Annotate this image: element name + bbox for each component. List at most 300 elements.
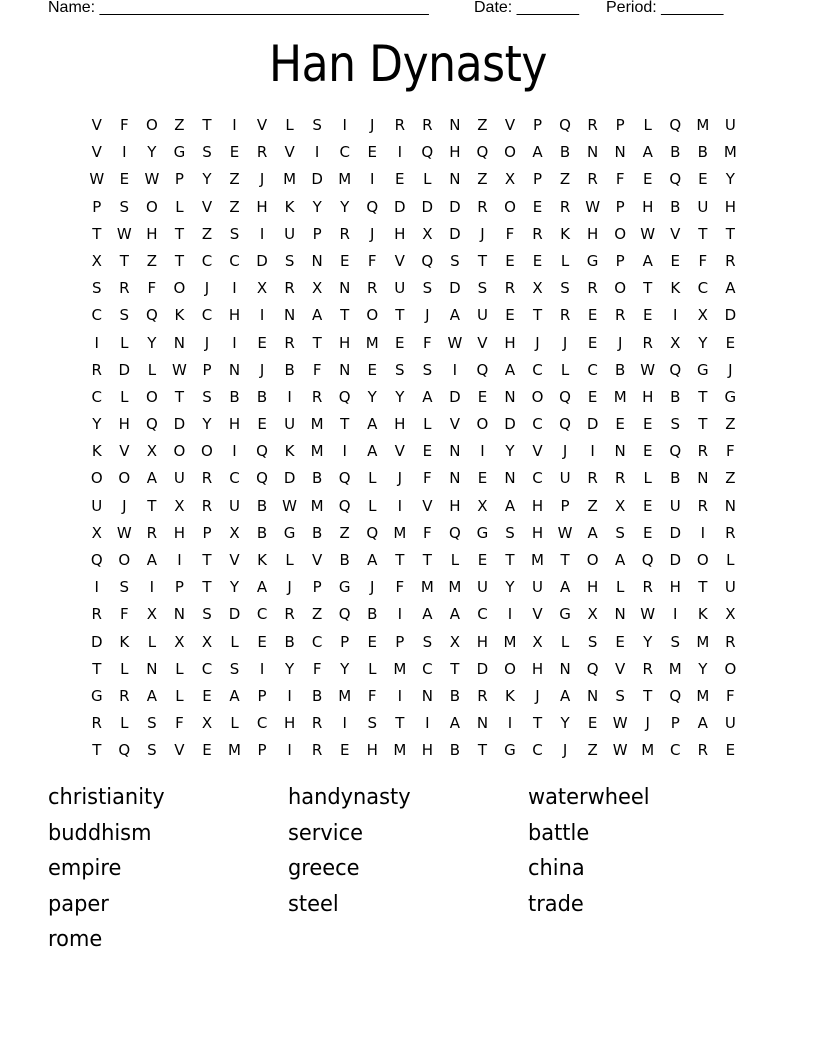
grid-cell[interactable]: T (202, 551, 212, 569)
grid-cell[interactable]: L (120, 333, 129, 352)
grid-cell[interactable]: Q (421, 251, 434, 270)
grid-cell[interactable]: E (505, 306, 515, 325)
grid-cell[interactable]: H (449, 496, 461, 515)
grid-cell[interactable]: M (420, 578, 434, 597)
grid-cell[interactable]: X (91, 523, 102, 542)
grid-cell[interactable]: R (532, 224, 543, 243)
grid-cell[interactable]: P (560, 496, 570, 515)
grid-cell[interactable]: V (422, 496, 433, 515)
grid-cell[interactable]: M (503, 632, 517, 651)
grid-cell[interactable]: N (587, 686, 599, 705)
grid-cell[interactable]: R (697, 496, 709, 515)
grid-cell[interactable]: X (504, 170, 516, 189)
grid-cell[interactable]: T (395, 551, 405, 569)
grid-cell[interactable]: F (120, 605, 129, 624)
grid-cell[interactable]: F (367, 251, 377, 270)
grid-cell[interactable]: B (697, 143, 708, 162)
grid-cell[interactable]: M (338, 170, 352, 189)
grid-cell[interactable]: A (559, 578, 571, 597)
grid-cell[interactable]: N (173, 333, 186, 352)
grid-cell[interactable]: W (116, 224, 132, 243)
grid-cell[interactable]: H (669, 578, 681, 597)
grid-cell[interactable]: M (310, 442, 324, 461)
grid-cell[interactable]: C (339, 143, 350, 162)
grid-cell[interactable]: K (284, 442, 295, 461)
grid-cell[interactable]: U (284, 224, 296, 243)
grid-cell[interactable]: N (421, 686, 433, 705)
grid-cell[interactable]: T (698, 387, 708, 406)
grid-cell[interactable]: O (614, 279, 627, 298)
grid-cell[interactable]: M (310, 496, 324, 515)
grid-cell[interactable]: P (312, 578, 322, 597)
grid-cell[interactable]: I (94, 578, 99, 597)
grid-cell[interactable]: E (422, 442, 433, 461)
grid-cell[interactable]: S (312, 116, 322, 134)
grid-cell[interactable]: T (698, 224, 708, 243)
grid-cell[interactable]: R (311, 741, 323, 760)
grid-cell[interactable]: L (175, 197, 184, 216)
grid-cell[interactable]: H (449, 143, 461, 162)
grid-cell[interactable]: B (256, 523, 268, 542)
grid-cell[interactable]: K (257, 551, 267, 569)
grid-cell[interactable]: F (615, 170, 625, 189)
grid-cell[interactable]: B (670, 387, 681, 406)
grid-cell[interactable]: V (615, 659, 626, 678)
date-field[interactable]: Date: _______ (474, 0, 579, 16)
grid-cell[interactable]: A (642, 143, 653, 162)
grid-cell[interactable]: H (228, 415, 241, 434)
grid-cell[interactable]: I (287, 686, 292, 705)
grid-cell[interactable]: G (283, 523, 296, 542)
grid-cell[interactable]: T (532, 714, 543, 733)
grid-cell[interactable]: C (91, 306, 103, 325)
grid-cell[interactable]: Y (312, 197, 322, 216)
grid-cell[interactable]: H (283, 714, 296, 733)
grid-cell[interactable]: V (256, 116, 268, 134)
grid-cell[interactable]: U (284, 415, 296, 434)
grid-cell[interactable]: P (533, 116, 543, 134)
grid-cell[interactable]: Q (641, 551, 654, 569)
grid-cell[interactable]: Q (559, 116, 571, 134)
grid-cell[interactable]: W (612, 741, 628, 760)
grid-cell[interactable]: I (259, 659, 265, 678)
grid-cell[interactable]: V (91, 143, 102, 162)
grid-cell[interactable]: Y (147, 143, 157, 162)
grid-cell[interactable]: F (367, 686, 377, 705)
grid-cell[interactable]: P (395, 632, 405, 651)
grid-cell[interactable]: R (587, 469, 598, 488)
grid-cell[interactable]: S (202, 143, 212, 162)
grid-cell[interactable]: A (422, 387, 433, 406)
grid-cell[interactable]: Y (285, 659, 295, 678)
grid-cell[interactable]: B (284, 360, 295, 379)
grid-cell[interactable]: S (119, 306, 130, 325)
grid-cell[interactable]: B (670, 143, 681, 162)
grid-cell[interactable]: D (724, 306, 737, 325)
grid-cell[interactable]: J (397, 469, 402, 488)
grid-cell[interactable]: O (724, 659, 737, 678)
grid-cell[interactable]: C (91, 387, 103, 406)
grid-cell[interactable]: B (284, 632, 295, 651)
grid-cell[interactable]: S (505, 523, 515, 542)
grid-cell[interactable]: N (173, 605, 186, 624)
grid-cell[interactable]: L (147, 360, 157, 379)
grid-cell[interactable]: A (449, 306, 461, 325)
grid-cell[interactable]: C (697, 279, 709, 298)
grid-cell[interactable]: D (669, 523, 682, 542)
grid-cell[interactable]: B (670, 469, 681, 488)
grid-cell[interactable]: G (476, 523, 489, 542)
grid-cell[interactable]: B (312, 523, 323, 542)
grid-cell[interactable]: W (640, 224, 656, 243)
grid-cell[interactable]: U (724, 116, 736, 134)
grid-cell[interactable]: T (92, 224, 102, 243)
grid-cell[interactable]: S (422, 360, 433, 379)
grid-cell[interactable]: T (202, 116, 212, 134)
grid-cell[interactable]: F (726, 442, 735, 461)
grid-cell[interactable]: P (615, 197, 625, 216)
grid-cell[interactable]: S (147, 714, 157, 733)
grid-cell[interactable]: F (423, 523, 432, 542)
grid-cell[interactable]: Q (145, 306, 158, 325)
grid-cell[interactable]: L (450, 551, 460, 569)
grid-cell[interactable]: B (312, 686, 323, 705)
grid-cell[interactable]: H (173, 523, 186, 542)
grid-cell[interactable]: W (282, 496, 298, 515)
grid-cell[interactable]: A (532, 143, 543, 162)
grid-cell[interactable]: D (449, 387, 461, 406)
grid-cell[interactable]: G (173, 143, 186, 162)
grid-cell[interactable]: T (340, 306, 350, 325)
grid-cell[interactable]: C (422, 659, 433, 678)
grid-cell[interactable]: H (476, 632, 489, 651)
grid-cell[interactable]: R (91, 360, 102, 379)
grid-cell[interactable]: U (476, 578, 488, 597)
grid-cell[interactable]: S (147, 741, 157, 760)
grid-cell[interactable]: R (697, 741, 709, 760)
grid-cell[interactable]: S (615, 686, 625, 705)
grid-cell[interactable]: R (559, 197, 571, 216)
grid-cell[interactable]: F (395, 578, 405, 597)
grid-cell[interactable]: J (425, 306, 430, 325)
grid-cell[interactable]: L (423, 415, 432, 434)
grid-cell[interactable]: E (477, 469, 488, 488)
grid-cell[interactable]: Q (669, 360, 682, 379)
grid-cell[interactable]: R (614, 469, 626, 488)
grid-cell[interactable]: P (257, 741, 267, 760)
grid-cell[interactable]: F (423, 333, 432, 352)
grid-cell[interactable]: K (697, 605, 708, 624)
grid-cell[interactable]: L (285, 551, 294, 569)
grid-cell[interactable]: E (257, 415, 267, 434)
grid-cell[interactable]: Z (339, 523, 350, 542)
grid-cell[interactable]: L (175, 686, 184, 705)
grid-cell[interactable]: Z (587, 741, 598, 760)
grid-cell[interactable]: D (449, 279, 461, 298)
grid-cell[interactable]: I (507, 714, 513, 733)
grid-cell[interactable]: R (642, 578, 653, 597)
grid-cell[interactable]: M (310, 415, 324, 434)
grid-cell[interactable]: C (532, 741, 543, 760)
grid-cell[interactable]: Z (201, 224, 213, 243)
grid-cell[interactable]: Q (559, 415, 571, 434)
grid-cell[interactable]: Z (559, 170, 571, 189)
grid-cell[interactable]: F (175, 714, 184, 733)
grid-cell[interactable]: A (256, 578, 268, 597)
grid-cell[interactable]: T (532, 306, 543, 325)
grid-cell[interactable]: S (229, 659, 240, 678)
grid-cell[interactable]: D (586, 415, 599, 434)
grid-cell[interactable]: R (311, 714, 323, 733)
grid-cell[interactable]: D (118, 360, 131, 379)
grid-cell[interactable]: I (507, 605, 513, 624)
grid-cell[interactable]: A (504, 496, 516, 515)
grid-cell[interactable]: C (587, 360, 598, 379)
grid-cell[interactable]: T (560, 551, 570, 569)
grid-cell[interactable]: T (395, 714, 405, 733)
grid-cell[interactable]: E (587, 306, 598, 325)
grid-cell[interactable]: E (367, 632, 377, 651)
name-field[interactable]: Name: _____________________________________ (48, 0, 429, 16)
grid-cell[interactable]: R (311, 387, 323, 406)
grid-cell[interactable]: S (92, 279, 102, 298)
grid-cell[interactable]: N (449, 442, 461, 461)
grid-cell[interactable]: N (476, 714, 489, 733)
grid-cell[interactable]: C (201, 251, 213, 270)
grid-cell[interactable]: L (368, 469, 377, 488)
grid-cell[interactable]: E (477, 551, 488, 569)
grid-cell[interactable]: Q (586, 659, 599, 678)
grid-cell[interactable]: P (533, 170, 543, 189)
grid-cell[interactable]: E (670, 251, 680, 270)
grid-cell[interactable]: W (640, 360, 656, 379)
grid-cell[interactable]: X (312, 279, 323, 298)
grid-cell[interactable]: A (146, 469, 157, 488)
grid-cell[interactable]: L (560, 360, 570, 379)
grid-cell[interactable]: E (642, 496, 653, 515)
grid-cell[interactable]: P (202, 523, 212, 542)
grid-cell[interactable]: E (698, 170, 708, 189)
grid-cell[interactable]: N (339, 360, 351, 379)
grid-cell[interactable]: X (449, 632, 461, 651)
grid-cell[interactable]: H (394, 224, 406, 243)
grid-cell[interactable]: L (120, 714, 129, 733)
grid-cell[interactable]: L (147, 632, 157, 651)
grid-cell[interactable]: U (724, 714, 736, 733)
grid-cell[interactable]: E (257, 632, 267, 651)
grid-cell[interactable]: Y (505, 442, 515, 461)
grid-cell[interactable]: Q (669, 170, 682, 189)
grid-cell[interactable]: K (505, 686, 515, 705)
grid-cell[interactable]: J (617, 333, 623, 352)
grid-cell[interactable]: N (697, 469, 709, 488)
grid-cell[interactable]: T (450, 659, 460, 678)
grid-cell[interactable]: S (395, 360, 405, 379)
grid-cell[interactable]: R (201, 469, 213, 488)
grid-cell[interactable]: J (370, 578, 375, 597)
grid-cell[interactable]: W (116, 523, 132, 542)
grid-cell[interactable]: H (366, 741, 378, 760)
grid-cell[interactable]: I (232, 116, 237, 134)
grid-cell[interactable]: Q (421, 143, 434, 162)
grid-cell[interactable]: X (670, 333, 681, 352)
grid-cell[interactable]: C (229, 251, 240, 270)
grid-cell[interactable]: C (311, 632, 323, 651)
grid-cell[interactable]: L (120, 659, 129, 678)
grid-cell[interactable]: O (145, 387, 158, 406)
grid-cell[interactable]: U (394, 279, 406, 298)
grid-cell[interactable]: M (365, 333, 379, 352)
grid-cell[interactable]: E (642, 442, 653, 461)
grid-cell[interactable]: A (504, 360, 516, 379)
period-field[interactable]: Period: _______ (606, 0, 724, 16)
grid-cell[interactable]: X (587, 605, 598, 624)
grid-cell[interactable]: E (587, 333, 598, 352)
grid-cell[interactable]: F (120, 116, 129, 134)
grid-cell[interactable]: R (559, 306, 571, 325)
grid-cell[interactable]: K (91, 442, 102, 461)
grid-cell[interactable]: E (587, 387, 598, 406)
grid-cell[interactable]: R (284, 605, 295, 624)
grid-cell[interactable]: U (532, 578, 544, 597)
grid-cell[interactable]: L (285, 116, 294, 134)
grid-cell[interactable]: Z (725, 415, 736, 434)
grid-cell[interactable]: R (284, 279, 295, 298)
grid-cell[interactable]: I (342, 714, 347, 733)
grid-cell[interactable]: N (146, 659, 158, 678)
grid-cell[interactable]: K (284, 197, 295, 216)
grid-cell[interactable]: V (229, 551, 240, 569)
grid-cell[interactable]: E (532, 251, 543, 270)
grid-cell[interactable]: E (477, 387, 488, 406)
grid-cell[interactable]: E (119, 170, 130, 189)
grid-cell[interactable]: N (724, 496, 736, 515)
grid-cell[interactable]: J (122, 496, 127, 515)
grid-cell[interactable]: V (394, 442, 405, 461)
grid-cell[interactable]: O (118, 469, 131, 488)
grid-cell[interactable]: L (230, 632, 239, 651)
grid-cell[interactable]: R (284, 333, 295, 352)
grid-cell[interactable]: N (449, 469, 461, 488)
grid-cell[interactable]: T (698, 578, 708, 597)
grid-cell[interactable]: Y (92, 415, 102, 434)
grid-cell[interactable]: A (422, 605, 433, 624)
grid-cell[interactable]: N (614, 605, 626, 624)
grid-cell[interactable]: Q (669, 686, 682, 705)
grid-cell[interactable]: R (91, 605, 102, 624)
grid-cell[interactable]: Z (229, 197, 240, 216)
grid-cell[interactable]: D (476, 659, 489, 678)
grid-cell[interactable]: U (724, 578, 736, 597)
grid-cell[interactable]: B (615, 360, 626, 379)
grid-cell[interactable]: D (311, 170, 323, 189)
grid-cell[interactable]: V (312, 551, 323, 569)
grid-cell[interactable]: P (615, 251, 625, 270)
grid-cell[interactable]: I (397, 143, 402, 162)
grid-cell[interactable]: P (174, 578, 184, 597)
grid-cell[interactable]: E (395, 333, 405, 352)
grid-cell[interactable]: J (259, 360, 265, 379)
grid-cell[interactable]: M (228, 741, 241, 760)
grid-cell[interactable]: C (229, 469, 240, 488)
grid-cell[interactable]: X (532, 279, 543, 298)
grid-cell[interactable]: E (587, 714, 598, 733)
grid-cell[interactable]: M (393, 659, 407, 678)
grid-cell[interactable]: R (642, 333, 653, 352)
grid-cell[interactable]: R (201, 496, 213, 515)
grid-cell[interactable]: I (673, 605, 678, 624)
grid-cell[interactable]: Y (643, 632, 653, 651)
grid-cell[interactable]: V (174, 741, 185, 760)
grid-cell[interactable]: P (312, 224, 322, 243)
grid-cell[interactable]: L (120, 387, 129, 406)
grid-cell[interactable]: I (232, 333, 237, 352)
grid-cell[interactable]: Q (338, 605, 351, 624)
grid-cell[interactable]: Y (698, 333, 708, 352)
grid-cell[interactable]: A (697, 714, 708, 733)
grid-cell[interactable]: I (425, 714, 430, 733)
grid-cell[interactable]: T (395, 306, 405, 325)
grid-cell[interactable]: M (696, 686, 710, 705)
grid-cell[interactable]: P (670, 714, 680, 733)
grid-cell[interactable]: D (449, 224, 461, 243)
grid-cell[interactable]: Q (90, 551, 103, 569)
grid-cell[interactable]: R (614, 306, 626, 325)
grid-cell[interactable]: I (397, 496, 402, 515)
grid-cell[interactable]: W (89, 170, 105, 189)
grid-cell[interactable]: I (122, 143, 127, 162)
grid-cell[interactable]: X (256, 279, 268, 298)
grid-cell[interactable]: S (119, 197, 130, 216)
grid-cell[interactable]: M (283, 170, 297, 189)
grid-cell[interactable]: S (450, 251, 460, 270)
grid-cell[interactable]: L (615, 578, 625, 597)
grid-cell[interactable]: L (643, 469, 652, 488)
grid-cell[interactable]: I (590, 442, 595, 461)
grid-cell[interactable]: S (587, 632, 598, 651)
grid-cell[interactable]: A (146, 686, 157, 705)
grid-cell[interactable]: R (725, 632, 736, 651)
grid-cell[interactable]: D (283, 469, 296, 488)
grid-cell[interactable]: Z (312, 605, 323, 624)
grid-cell[interactable]: T (505, 551, 515, 569)
grid-cell[interactable]: F (726, 686, 735, 705)
grid-cell[interactable]: J (728, 360, 733, 379)
grid-cell[interactable]: T (643, 279, 653, 298)
grid-cell[interactable]: L (368, 496, 377, 515)
grid-cell[interactable]: Y (229, 578, 240, 597)
grid-cell[interactable]: O (173, 279, 186, 298)
grid-cell[interactable]: I (452, 360, 458, 379)
grid-cell[interactable]: I (287, 387, 292, 406)
grid-cell[interactable]: B (256, 496, 268, 515)
grid-cell[interactable]: A (312, 306, 323, 325)
grid-cell[interactable]: Q (669, 116, 682, 134)
grid-cell[interactable]: N (311, 251, 323, 270)
grid-cell[interactable]: B (229, 387, 240, 406)
grid-cell[interactable]: N (449, 170, 461, 189)
grid-cell[interactable]: Q (338, 469, 351, 488)
grid-cell[interactable]: M (696, 632, 710, 651)
grid-cell[interactable]: E (229, 143, 240, 162)
grid-cell[interactable]: E (642, 306, 653, 325)
grid-cell[interactable]: I (342, 116, 347, 134)
grid-cell[interactable]: T (174, 251, 184, 270)
grid-cell[interactable]: N (504, 469, 516, 488)
grid-cell[interactable]: T (174, 387, 184, 406)
grid-cell[interactable]: I (232, 279, 237, 298)
grid-cell[interactable]: A (146, 551, 157, 569)
